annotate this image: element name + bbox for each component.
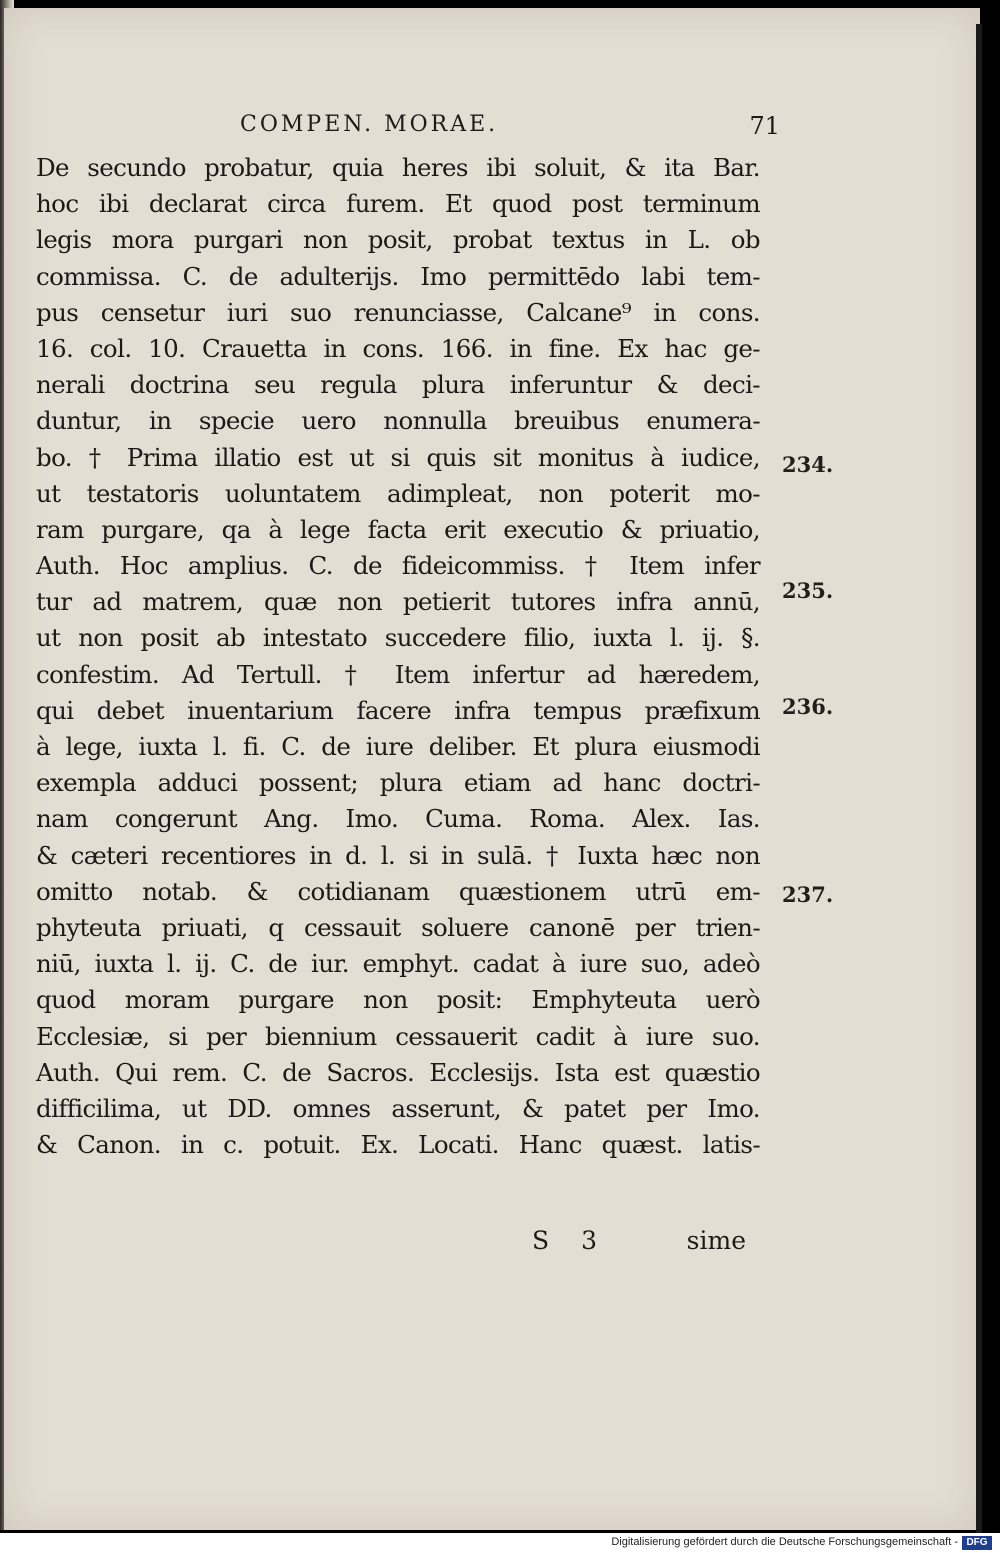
text-line: 16. col. 10. Crauetta in cons. 166. in fine. Ex hac ge- bbox=[36, 333, 760, 363]
margin-note-237: 237. bbox=[782, 882, 834, 907]
text-line: nerali doctrina seu regula plura inferuntur & deci- bbox=[36, 370, 760, 400]
text-line: omitto notab. & cotidianam quæstionem utrū em- bbox=[36, 876, 760, 906]
catchline bbox=[36, 1226, 746, 1262]
dfg-logo: DFG bbox=[962, 1536, 992, 1550]
text-line: nam congerunt Ang. Imo. Cuma. Roma. Alex. Ias. bbox=[36, 804, 760, 834]
text-line: quod moram purgare non posit: Emphyteuta uerò bbox=[36, 985, 760, 1015]
body-text bbox=[36, 150, 760, 1163]
text-line: exempla adduci possent; plura etiam ad hanc doctri- bbox=[36, 768, 760, 798]
text-line: & cæteri recentiores in d. l. si in sulā. † Iuxta hæc non bbox=[36, 840, 760, 870]
text-line: Ecclesiæ, si per biennium cessauerit cadit à iure suo. bbox=[36, 1021, 760, 1051]
folio-number: 71 bbox=[749, 112, 780, 140]
text-line: niū, iuxta l. ij. C. de iur. emphyt. cadat à iure suo, adeò bbox=[36, 949, 760, 979]
digitization-credit: Digitalisierung gefördert durch die Deutsche Forschungsgemeinschaft - bbox=[611, 1536, 958, 1548]
catchword: sime bbox=[686, 1226, 746, 1255]
text-line: confestim. Ad Tertull. † Item infertur ad hæredem, bbox=[36, 659, 760, 689]
text-line: & Canon. in c. potuit. Ex. Locati. Hanc quæst. latis- bbox=[36, 1130, 760, 1160]
text-line: tur ad matrem, quæ non petierit tutores infra annū, bbox=[36, 587, 760, 617]
signature-mark: S 3 bbox=[532, 1226, 609, 1255]
text-line: De secundo probatur, quia heres ibi soluit, & ita Bar. bbox=[36, 153, 760, 182]
text-line: difficilima, ut DD. omnes asserunt, & patet per Imo. bbox=[36, 1093, 760, 1123]
margin-note-236: 236. bbox=[782, 694, 834, 719]
margin-note-235: 235. bbox=[782, 578, 834, 603]
text-line: Auth. Hoc amplius. C. de fideicommiss. † Item infer bbox=[36, 551, 760, 581]
text-line: phyteuta priuati, q cessauit soluere canonē per trien- bbox=[36, 912, 760, 942]
text-line: Auth. Qui rem. C. de Sacros. Ecclesijs. Ista est quæstio bbox=[36, 1057, 760, 1087]
text-line: commissa. C. de adulterijs. Imo permittēdo labi tem- bbox=[36, 261, 760, 291]
text-line: qui debet inuentarium facere infra tempus præfixum bbox=[36, 695, 760, 725]
text-line: pus censetur iuri suo renunciasse, Calcane⁹ in cons. bbox=[36, 297, 760, 327]
text-line: ram purgare, qa à lege facta erit executio & priuatio, bbox=[36, 514, 760, 544]
running-header bbox=[240, 112, 780, 140]
text-line: legis mora purgari non posit, probat textus in L. ob bbox=[36, 225, 760, 255]
text-line: hoc ibi declarat circa furem. Et quod post terminum bbox=[36, 189, 760, 219]
text-line: duntur, in specie uero nonnulla breuibus enumera- bbox=[36, 406, 760, 436]
text-line: à lege, iuxta l. fi. C. de iure deliber. Et plura eiusmodi bbox=[36, 732, 760, 761]
page-edge-shadow bbox=[976, 24, 982, 1534]
running-title: COMPEN. MORAE. bbox=[240, 112, 499, 137]
margin-note-234: 234. bbox=[782, 452, 834, 477]
text-line: bo. † Prima illatio est ut si quis sit monitus à iudice, bbox=[36, 442, 760, 472]
text-line: ut non posit ab intestato succedere filio, iuxta l. ij. §. bbox=[36, 623, 760, 653]
text-line: ut testatoris uoluntatem adimpleat, non poterit mo- bbox=[36, 478, 760, 508]
